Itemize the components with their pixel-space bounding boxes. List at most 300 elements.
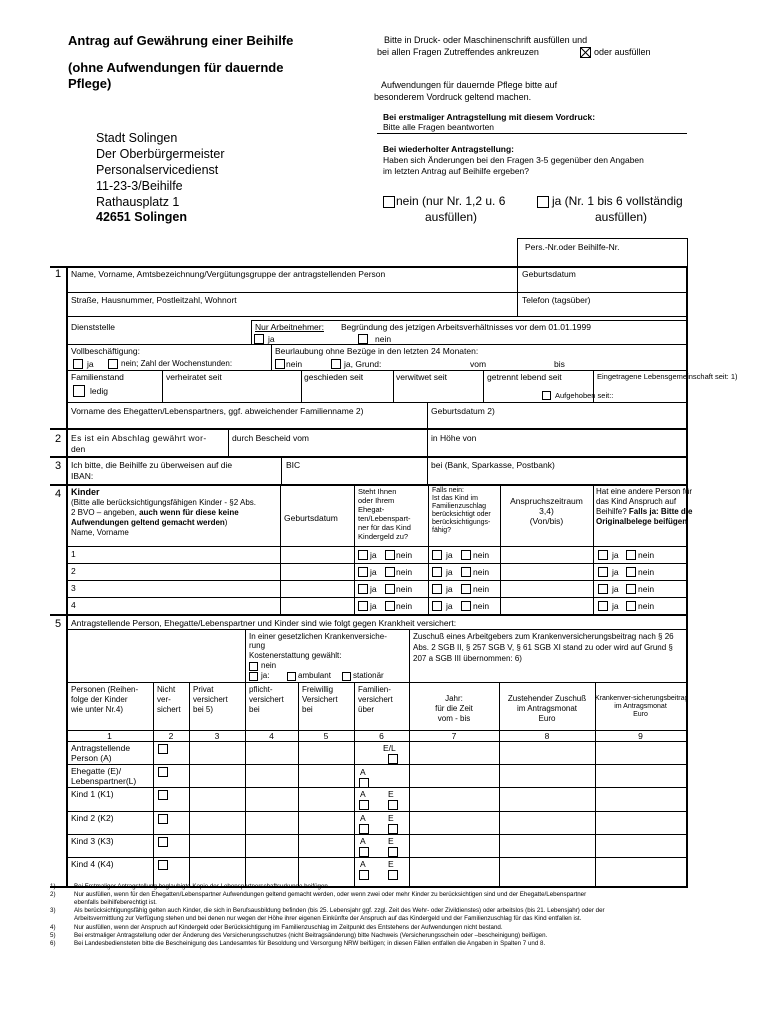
- familienversichert-e-checkbox[interactable]: [388, 824, 398, 834]
- pflicht-versichert-field[interactable]: [248, 835, 295, 849]
- kindergeld-q-line6: Kindergeld zu?: [358, 532, 409, 541]
- kinder-note-line3b: ): [224, 518, 228, 527]
- nicht-versichert-header-line1: Nicht: [157, 685, 176, 694]
- anspruchszeitraum-field[interactable]: [503, 564, 591, 578]
- beurlaubung-label: Beurlaubung ohne Bezüge in den letzten 24 Monaten:: [275, 346, 479, 356]
- familienzuschlag-nein-label: nein: [473, 584, 490, 594]
- familienzuschlag-q-line3: Familienzuschlag: [432, 503, 487, 510]
- versicherung-zeitraum-field[interactable]: [412, 742, 496, 756]
- familienzuschlag-q-line1: Falls nein:: [432, 487, 464, 494]
- familienzuschlag-ja-label: ja: [446, 601, 453, 611]
- kostenerstattung-nein-label: nein: [261, 661, 277, 670]
- nur-arbeitnehmer-label: Nur Arbeitnehmer:: [255, 322, 324, 332]
- zuschuss-betrag-field[interactable]: [502, 858, 592, 872]
- familienzuschlag-nein-label: nein: [473, 550, 490, 560]
- ledig-label: ledig: [90, 386, 108, 396]
- familienzuschlag-ja-checkbox[interactable]: [432, 567, 442, 577]
- familienversichert-a-checkbox[interactable]: [359, 824, 369, 834]
- row-divider: [66, 834, 686, 835]
- familien-header-line2: versichert: [358, 695, 393, 704]
- address-line5: Rathausplatz 1: [96, 195, 180, 209]
- kindergeld-nein-label: nein: [396, 550, 413, 560]
- instruction-line1: Bitte in Druck- oder Maschinenschrift ausfüllen und: [384, 35, 588, 45]
- zuschuss-betrag-field[interactable]: [502, 835, 592, 849]
- vollbeschaeftigung-label: Vollbeschäftigung:: [71, 346, 140, 356]
- familienversichert-a-label: A: [360, 836, 366, 846]
- wiederholt-text-line1: Haben sich Änderungen bei den Fragen 3-5 gegenüber den Angaben: [383, 155, 644, 165]
- kindergeld-nein-label: nein: [396, 601, 413, 611]
- footnote-text: ebenfalls beihilfeberechtigt ist.: [74, 899, 157, 907]
- instruction-line2: bei allen Fragen Zutreffendes ankreuzen: [377, 47, 539, 57]
- kind-geburtsdatum-field[interactable]: [283, 598, 352, 612]
- section-1-number: 1: [55, 268, 62, 280]
- section-4-number: 4: [55, 488, 62, 500]
- pflicht-versichert-field[interactable]: [248, 765, 295, 779]
- kindergeld-nein-label: nein: [396, 584, 413, 594]
- address-line4: 11-23-3/Beihilfe: [96, 179, 183, 193]
- column-number: 3: [214, 731, 220, 741]
- kindergeld-q-line1: Steht Ihnen: [358, 487, 397, 496]
- jahr-header-line1: Jahr:: [445, 694, 463, 703]
- pers-nr-label: Pers.-Nr.oder Beihilfe-Nr.: [525, 242, 620, 252]
- versicherung-zeitraum-field[interactable]: [412, 812, 496, 826]
- anspruchszeitraum-line2: 3,4): [539, 506, 554, 516]
- footnote-text: Arbeitsvermittlung zur Verfügung stehen und bei denen nur wegen der Höhe ihrer eigenen Einkünfte der Anspruch auf das Kindergeld und der Familienzuschlag für das Kind entfallen ist.: [74, 915, 582, 923]
- zustehend-header-line3: Euro: [538, 714, 556, 723]
- kindergeld-nein-label: nein: [396, 567, 413, 577]
- zuschuss-betrag-field[interactable]: [502, 812, 592, 826]
- familienversichert-a-label: A: [360, 813, 366, 823]
- familienzuschlag-nein-label: nein: [473, 601, 490, 611]
- kindergeld-nein-checkbox[interactable]: [385, 601, 395, 611]
- familienzuschlag-nein-checkbox[interactable]: [461, 550, 471, 560]
- kv-beitrag-field[interactable]: [598, 742, 683, 756]
- footnote-number: 6): [50, 939, 56, 947]
- kindergeld-ja-checkbox[interactable]: [358, 550, 368, 560]
- wiederholt-text-line2: im letzten Antrag auf Beihilfe ergeben?: [383, 166, 530, 176]
- anspruchszeitraum-field[interactable]: [503, 547, 591, 561]
- telefon-field[interactable]: [520, 305, 684, 315]
- footnote-text: Als berücksichtigungsfähig gelten auch Kinder, die sich in Berufsausbildung befinden (bis 25. Lebensjahr ggf. zzgl. Zeit des Wehr- oder Zivildienstes) oder arbeitslos (bis 21. Lebensjahr) oder der: [74, 907, 605, 915]
- hoehe-label: in Höhe von: [431, 433, 477, 443]
- wiederholt-title: Bei wiederholter Antragstellung:: [383, 144, 514, 154]
- wiederholt-nein-checkbox[interactable]: [383, 196, 395, 208]
- iban-label: IBAN:: [71, 471, 94, 481]
- strasse-label: Straße, Hausnummer, Postleitzahl, Wohnort: [71, 295, 237, 305]
- footnote-text: Bei erstmaliger Antragstellung oder der Änderung des Versicherungsschutzes (nicht Beitragsänderung) bitte Nachweis (Versicherungsschein oder –bescheinigung) beifügen.: [74, 931, 548, 939]
- beurlaubung-bis-label: bis: [554, 359, 565, 369]
- pflege-note-line1: Aufwendungen für dauernde Pflege bitte auf: [381, 80, 558, 90]
- beurlaubung-vom-label: vom: [470, 359, 487, 369]
- kindergeld-q-line2: oder Ihrem: [358, 496, 395, 505]
- kindergeld-nein-checkbox[interactable]: [385, 550, 395, 560]
- kinder-geburtsdatum-label: Geburtsdatum: [284, 513, 338, 523]
- verwitwet-label: verwitwet seit: [396, 372, 448, 382]
- nicht-versichert-checkbox[interactable]: [158, 837, 168, 847]
- zuschuss-line1: Zuschuß eines Arbeitgebers zum Krankenversicherungsbeitrag nach § 26: [413, 632, 674, 641]
- ehegatte-geburtsdatum-label: Geburtsdatum 2): [431, 406, 495, 416]
- kindergeld-ja-label: ja: [370, 584, 377, 594]
- insured-person-label: Kind 2 (K2): [71, 813, 114, 823]
- kinder-note-line2a: 2 BVO – angeben,: [71, 508, 137, 517]
- personen-header-line2: folge der Kinder: [71, 695, 128, 704]
- pflicht-header-line2: versichert: [249, 695, 284, 704]
- kinder-name-label: Name, Vorname: [71, 528, 129, 537]
- andere-person-ja-label: ja: [612, 601, 619, 611]
- andere-person-nein-label: nein: [638, 567, 655, 577]
- arbeitnehmer-ja-checkbox[interactable]: [254, 334, 264, 344]
- pflicht-versichert-field[interactable]: [248, 858, 295, 872]
- kind-geburtsdatum-field[interactable]: [283, 564, 352, 578]
- address-line3: Personalservicedienst: [96, 163, 219, 177]
- privat-versichert-field[interactable]: [192, 812, 242, 826]
- kindergeld-nein-checkbox[interactable]: [385, 567, 395, 577]
- arbeitnehmer-nein-checkbox[interactable]: [358, 334, 368, 344]
- privat-versichert-field[interactable]: [192, 858, 242, 872]
- kind-row-number: 1: [71, 549, 76, 559]
- zuschuss-betrag-field[interactable]: [502, 765, 592, 779]
- vollbeschaeftigung-ja-checkbox[interactable]: [73, 359, 83, 369]
- pflege-note-line2: besonderem Vordruck geltend machen.: [374, 92, 532, 102]
- address-line6: 42651 Solingen: [96, 210, 188, 224]
- wiederholt-nein-label-1: nein (nur Nr. 1,2 u. 6: [396, 194, 506, 208]
- insured-person-label: Kind 4 (K4): [71, 859, 114, 869]
- row-divider: [66, 787, 686, 788]
- pflicht-versichert-field[interactable]: [248, 812, 295, 826]
- bic-label: BIC: [286, 460, 301, 470]
- andere-person-nein-label: nein: [638, 550, 655, 560]
- aufgehoben-label: Aufgehoben seit::: [555, 391, 614, 400]
- versicherung-zeitraum-field[interactable]: [412, 858, 496, 872]
- privat-header-line3: bei 5): [193, 705, 214, 714]
- andere-person-ja-checkbox[interactable]: [598, 584, 608, 594]
- versicherung-zeitraum-field[interactable]: [412, 788, 496, 802]
- stationaer-checkbox[interactable]: [342, 672, 351, 681]
- kindergeld-ja-checkbox[interactable]: [358, 584, 368, 594]
- zustehend-header-line1: Zustehender Zuschuß: [507, 694, 587, 703]
- familienversichert-a-label: A: [360, 789, 366, 799]
- form-subtitle-line1: (ohne Aufwendungen für dauernde: [68, 60, 284, 75]
- ledig-checkbox[interactable]: [73, 385, 85, 397]
- bescheid-label: durch Bescheid vom: [232, 433, 310, 443]
- privat-versichert-field[interactable]: [192, 788, 242, 802]
- kind-row-number: 3: [71, 583, 76, 593]
- kindergeld-q-line5: ner für das Kind: [358, 523, 411, 532]
- geburtsdatum-label: Geburtsdatum: [522, 269, 576, 279]
- column-number: 6: [379, 731, 384, 741]
- andere-person-nein-checkbox[interactable]: [626, 567, 636, 577]
- gkv-line2: rung: [249, 641, 266, 650]
- column-number: 2: [168, 731, 174, 741]
- zuschuss-betrag-field[interactable]: [502, 742, 592, 756]
- zuschuss-betrag-field[interactable]: [502, 788, 592, 802]
- pflicht-versichert-field[interactable]: [248, 742, 295, 756]
- kind-row-number: 2: [71, 566, 76, 576]
- familienzuschlag-ja-checkbox[interactable]: [432, 601, 442, 611]
- familienversichert-e-label: E: [388, 813, 394, 823]
- abschlag-label-line1: Es ist ein Abschlag gewährt wor-: [71, 433, 207, 443]
- erstmalig-title: Bei erstmaliger Antragstellung mit diesem Vordruck:: [383, 112, 596, 122]
- familienversichert-a-checkbox[interactable]: [359, 847, 369, 857]
- kinder-note-line2b: auch wenn für diese keine: [139, 508, 239, 517]
- freiwillig-header-line3: bei: [302, 705, 313, 714]
- kostenerstattung-label: Kostenerstattung gewählt:: [249, 651, 342, 660]
- familienversichert-e-label: E: [388, 789, 394, 799]
- arbeitnehmer-nein-label: nein: [375, 334, 392, 344]
- kv-beitrag-field[interactable]: [598, 788, 683, 802]
- zuschuss-line2: Abs. 2 SGB II, § 257 SGB V, § 61 SGB XI stand zu oder wird auf Grund §: [413, 643, 673, 652]
- footnote-number: 5): [50, 931, 56, 939]
- familienzuschlag-ja-label: ja: [446, 584, 453, 594]
- telefon-label: Telefon (tagsüber): [522, 295, 591, 305]
- kind-name-field[interactable]: [70, 564, 278, 578]
- footnote-number: 1): [50, 883, 56, 890]
- nicht-versichert-checkbox[interactable]: [158, 744, 168, 754]
- kind-name-field[interactable]: [70, 547, 278, 561]
- zuschuss-line3: 207 a SGB III übernommen: 6): [413, 654, 522, 663]
- instruction-line3: oder ausfüllen: [594, 47, 651, 57]
- footnote-number: 4): [50, 923, 56, 931]
- wiederholt-ja-checkbox[interactable]: [537, 196, 549, 208]
- freiwillig-versichert-field[interactable]: [301, 742, 351, 756]
- familienversichert-e-label: E: [388, 836, 394, 846]
- column-number: 5: [323, 731, 329, 741]
- familienversichert-a-checkbox[interactable]: [359, 870, 369, 880]
- beurlaubung-nein-checkbox[interactable]: [275, 359, 285, 369]
- stationaer-label: stationär: [353, 671, 384, 680]
- kvbeitrag-header-line1: Krankenver-sicherungsbeitrag: [595, 695, 689, 702]
- beurlaubung-ja-label: ja, Grund:: [344, 359, 382, 369]
- kindergeld-nein-checkbox[interactable]: [385, 584, 395, 594]
- andere-person-nein-checkbox[interactable]: [626, 550, 636, 560]
- vollbeschaeftigung-nein-checkbox[interactable]: [108, 359, 118, 369]
- privat-versichert-field[interactable]: [192, 742, 242, 756]
- footnote-number: 3): [50, 907, 56, 915]
- wiederholt-ja-label-1: ja (Nr. 1 bis 6 vollständig: [552, 194, 683, 208]
- kv-beitrag-field[interactable]: [598, 835, 683, 849]
- beurlaubung-ja-checkbox[interactable]: [331, 359, 341, 369]
- personen-header-line1: Personen (Reihen-: [71, 685, 139, 694]
- nicht-versichert-header-line2: ver-: [157, 695, 171, 704]
- andere-person-ja-label: ja: [612, 567, 619, 577]
- footnote-text: Bei Erstmaliger Antragstellung beglaubigte Kopie der Lebenspartnerschaftsurkunde beifügen.: [74, 883, 330, 890]
- kv-beitrag-field[interactable]: [598, 765, 683, 779]
- insured-person-label: Ehegatte (E)/: [71, 766, 122, 776]
- zustehend-header-line2: im Antragsmonat: [516, 704, 578, 713]
- kindergeld-q-line3: Ehegat-: [358, 505, 385, 514]
- familienstand-label: Familienstand: [71, 372, 124, 382]
- row-divider: [66, 857, 686, 858]
- vollbeschaeftigung-ja-label: ja: [87, 359, 94, 369]
- kind-geburtsdatum-field[interactable]: [283, 547, 352, 561]
- verheiratet-label: verheiratet seit: [166, 372, 222, 382]
- andere-person-ja-checkbox[interactable]: [598, 601, 608, 611]
- familienzuschlag-ja-checkbox[interactable]: [432, 584, 442, 594]
- lebenspartnerschaft-label: Eingetragene Lebensgemeinschaft seit: 1): [597, 372, 738, 381]
- andere-person-nein-checkbox[interactable]: [626, 601, 636, 611]
- kostenerstattung-ja-checkbox[interactable]: [249, 672, 258, 681]
- dienststelle-label: Dienststelle: [71, 322, 115, 332]
- andere-person-nein-label: nein: [638, 601, 655, 611]
- anspruchszeitraum-field[interactable]: [503, 581, 591, 595]
- familienzuschlag-nein-checkbox[interactable]: [461, 584, 471, 594]
- geburtsdatum-field[interactable]: [520, 281, 684, 291]
- familienzuschlag-q-line4: berücksichtigt oder: [432, 511, 491, 518]
- insured-person-label: Kind 1 (K1): [71, 789, 114, 799]
- kindergeld-ja-checkbox[interactable]: [358, 601, 368, 611]
- familienversichert-el-label: E/L: [383, 743, 396, 753]
- kostenerstattung-ja-label: ja:: [261, 671, 270, 680]
- privat-header-line1: Privat: [193, 685, 214, 694]
- kindergeld-ja-label: ja: [370, 601, 377, 611]
- iban-label-line1: Ich bitte, die Beihilfe zu überweisen auf die: [71, 460, 233, 470]
- versicherung-zeitraum-field[interactable]: [412, 835, 496, 849]
- freiwillig-versichert-field[interactable]: [301, 765, 351, 779]
- section-3-number: 3: [55, 460, 62, 472]
- form-subtitle-line2: Pflege): [68, 76, 112, 91]
- nicht-versichert-header-line3: sichert: [157, 705, 181, 714]
- andere-person-line3a: Beihilfe?: [596, 507, 627, 516]
- aufgehoben-checkbox[interactable]: [542, 391, 551, 400]
- gkv-line1: In einer gesetzlichen Krankenversiche-: [249, 632, 387, 641]
- anspruchszeitraum-field[interactable]: [503, 598, 591, 612]
- familienversichert-a-checkbox[interactable]: [359, 800, 369, 810]
- kindergeld-q-line4: ten/Lebenspart-: [358, 514, 411, 523]
- name-label: Name, Vorname, Amtsbezeichnung/Vergütungsgruppe der antragstellenden Person: [71, 269, 386, 279]
- row-divider: [66, 764, 686, 765]
- wiederholt-nein-label-2: ausfüllen): [425, 210, 478, 224]
- familienversichert-e-checkbox[interactable]: [388, 847, 398, 857]
- column-number: 9: [638, 731, 643, 741]
- nicht-versichert-checkbox[interactable]: [158, 767, 168, 777]
- column-number: 1: [107, 731, 112, 741]
- andere-person-nein-checkbox[interactable]: [626, 584, 636, 594]
- freiwillig-versichert-field[interactable]: [301, 858, 351, 872]
- insured-person-label: Kind 3 (K3): [71, 836, 114, 846]
- familien-header-line3: über: [358, 705, 375, 714]
- andere-person-ja-checkbox[interactable]: [598, 550, 608, 560]
- pflicht-header-line3: bei: [249, 705, 260, 714]
- nicht-versichert-checkbox[interactable]: [158, 790, 168, 800]
- familienzuschlag-nein-checkbox[interactable]: [461, 601, 471, 611]
- address-line2: Der Oberbürgermeister: [96, 147, 225, 161]
- section-5-number: 5: [55, 618, 62, 630]
- strasse-field[interactable]: [70, 305, 514, 315]
- kostenerstattung-nein-checkbox[interactable]: [249, 662, 258, 671]
- footnote-number: 2): [50, 891, 56, 899]
- versicherung-zeitraum-field[interactable]: [412, 765, 496, 779]
- familienzuschlag-nein-label: nein: [473, 567, 490, 577]
- insured-person-label: Antragstellende: [71, 743, 131, 753]
- beurlaubung-nein-label: nein: [286, 359, 303, 369]
- familienzuschlag-nein-checkbox[interactable]: [461, 567, 471, 577]
- section-2-number: 2: [55, 433, 62, 445]
- kinder-note-line3: Aufwendungen geltend gemacht werden: [71, 518, 225, 527]
- footnote-text: Nur ausfüllen, wenn für den Ehegatten/Lebenspartner Aufwendungen geltend gemacht werden, oder wenn zwei oder mehr Kinder zu berücksichtigen sind und der Ehegatte/Lebenspartner: [74, 891, 587, 899]
- andere-person-line4: Originalbelege beifügen: [596, 517, 688, 526]
- erstmalig-text: Bitte alle Fragen beantworten: [383, 122, 495, 132]
- familienzuschlag-ja-checkbox[interactable]: [432, 550, 442, 560]
- familienzuschlag-q-line2: Ist das Kind im: [432, 495, 478, 502]
- andere-person-line2: das Kind Anspruch auf: [596, 497, 677, 506]
- begruendung-label: Begründung des jetzigen Arbeitsverhältnisses vor dem 01.01.1999: [341, 322, 591, 332]
- kinder-title: Kinder: [71, 487, 100, 497]
- andere-person-line1: Hat eine andere Person für: [596, 487, 693, 496]
- familienversichert-e-checkbox[interactable]: [388, 800, 398, 810]
- pflicht-header-line1: pflicht-: [249, 685, 273, 694]
- ehegatte-label: Vorname des Ehegatten/Lebenspartners, ggf. abweichender Familienname 2): [71, 406, 364, 416]
- wiederholt-ja-label-2: ausfüllen): [595, 210, 648, 224]
- andere-person-ja-label: ja: [612, 550, 619, 560]
- kv-beitrag-field[interactable]: [598, 812, 683, 826]
- familienzuschlag-ja-label: ja: [446, 550, 453, 560]
- kinder-note-line1: (Bitte alle berücksichtigungsfähigen Kinder - §2 Abs.: [71, 498, 256, 507]
- freiwillig-versichert-field[interactable]: [301, 835, 351, 849]
- column-number: 4: [269, 731, 274, 741]
- privat-versichert-field[interactable]: [192, 835, 242, 849]
- familienversichert-el-checkbox[interactable]: [388, 754, 398, 764]
- privat-versichert-field[interactable]: [192, 765, 242, 779]
- andere-person-nein-label: nein: [638, 584, 655, 594]
- kvbeitrag-header-line3: Euro: [633, 711, 648, 718]
- familienzuschlag-q-line6: fähig?: [432, 527, 452, 534]
- footnote-text: Bei Landesbediensteten bitte die Bescheinigung des Landesamtes für Besoldung und Versorgung NRW beifügen; in diesen Fällen entfallen die Angaben in Spalten 7 und 8.: [74, 939, 546, 947]
- kv-beitrag-field[interactable]: [598, 858, 683, 872]
- jahr-header-line2: für die Zeit: [435, 704, 473, 713]
- kind-row-number: 4: [71, 600, 76, 610]
- anspruchszeitraum-line1: Anspruchszeitraum: [510, 496, 583, 506]
- kindergeld-ja-label: ja: [370, 550, 377, 560]
- andere-person-ja-label: ja: [612, 584, 619, 594]
- andere-person-line3b: Falls ja: Bitte die: [628, 507, 693, 516]
- ambulant-checkbox[interactable]: [287, 672, 296, 681]
- bank-label: bei (Bank, Sparkasse, Postbank): [431, 460, 555, 470]
- address-line1: Stadt Solingen: [96, 131, 178, 145]
- insured-person-label: Lebenspartner(L): [71, 776, 137, 786]
- freiwillig-versichert-field[interactable]: [301, 788, 351, 802]
- freiwillig-header-line1: Freiwillig: [302, 685, 334, 694]
- kind-geburtsdatum-field[interactable]: [283, 581, 352, 595]
- kind-name-field[interactable]: [70, 581, 278, 595]
- pflicht-versichert-field[interactable]: [248, 788, 295, 802]
- nicht-versichert-checkbox[interactable]: [158, 860, 168, 870]
- ambulant-label: ambulant: [298, 671, 331, 680]
- familienzuschlag-ja-label: ja: [446, 567, 453, 577]
- kindergeld-ja-label: ja: [370, 567, 377, 577]
- privat-header-line2: versichert: [193, 695, 228, 704]
- kind-name-field[interactable]: [70, 598, 278, 612]
- name-field[interactable]: [70, 281, 514, 291]
- vollbeschaeftigung-nein-label: nein; Zahl der Wochenstunden:: [121, 359, 233, 368]
- versicherung-title: Antragstellende Person, Ehegatte/Lebenspartner und Kinder sind wie folgt gegen Krankheit versichert:: [71, 618, 457, 628]
- nicht-versichert-checkbox[interactable]: [158, 814, 168, 824]
- kindergeld-ja-checkbox[interactable]: [358, 567, 368, 577]
- freiwillig-versichert-field[interactable]: [301, 812, 351, 826]
- row-divider: [66, 811, 686, 812]
- getrennt-label: getrennt lebend seit: [487, 372, 562, 382]
- anspruchszeitraum-line3: (Von/bis): [529, 516, 564, 526]
- footnote-text: Nur ausfüllen, wenn der Anspruch auf Kindergeld oder Berücksichtigung im Familienzuschlag im Zeitpunkt des Entstehens der Aufwendungen nicht bestand.: [74, 923, 503, 931]
- checked-checkbox-example: [580, 47, 591, 58]
- freiwillig-header-line2: Versichert: [302, 695, 338, 704]
- familienversichert-e-checkbox[interactable]: [388, 870, 398, 880]
- andere-person-ja-checkbox[interactable]: [598, 567, 608, 577]
- kvbeitrag-header-line2: im Antragsmonat: [614, 703, 667, 710]
- insured-person-label: Person (A): [71, 753, 112, 763]
- arbeitnehmer-ja-label: ja: [268, 334, 275, 344]
- abschlag-label-line2: den: [71, 444, 86, 454]
- column-number: 7: [451, 731, 457, 741]
